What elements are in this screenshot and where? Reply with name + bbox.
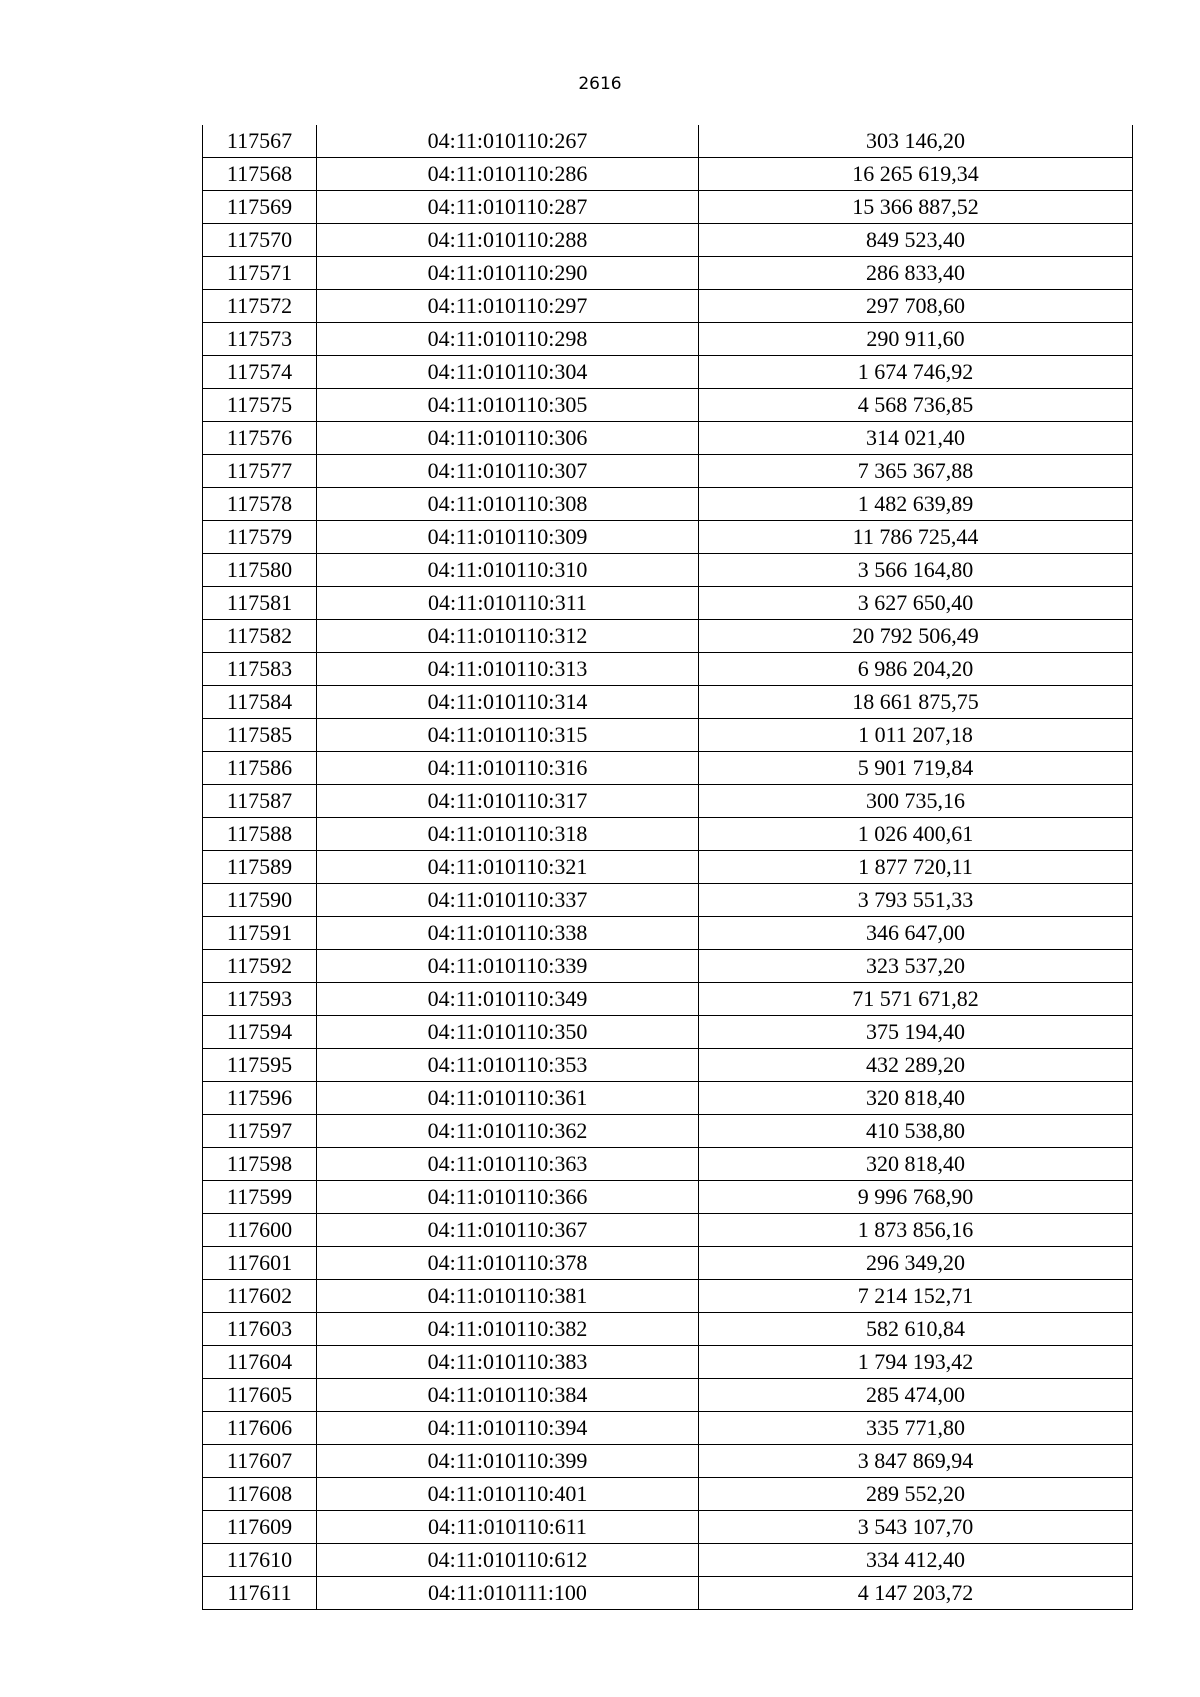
cadastral-number-cell: 04:11:010110:313 xyxy=(317,653,699,686)
row-number-cell: 117598 xyxy=(203,1148,317,1181)
cadastral-value-cell: 1 674 746,92 xyxy=(699,356,1133,389)
table-row xyxy=(203,686,1133,719)
table-row xyxy=(203,1445,1133,1478)
row-number-cell: 117600 xyxy=(203,1214,317,1247)
cadastral-value-cell: 320 818,40 xyxy=(699,1148,1133,1181)
cadastral-number-cell: 04:11:010110:378 xyxy=(317,1247,699,1280)
table-row xyxy=(203,422,1133,455)
table-row xyxy=(203,290,1133,323)
cadastral-value-cell: 4 147 203,72 xyxy=(699,1577,1133,1610)
cadastral-value-cell: 3 566 164,80 xyxy=(699,554,1133,587)
table-row xyxy=(203,1412,1133,1445)
table-row xyxy=(203,1313,1133,1346)
row-number-cell: 117596 xyxy=(203,1082,317,1115)
row-number-cell: 117567 xyxy=(203,125,317,158)
cadastral-value-cell: 4 568 736,85 xyxy=(699,389,1133,422)
cadastral-number-cell: 04:11:010110:298 xyxy=(317,323,699,356)
table-row xyxy=(203,1016,1133,1049)
table-row xyxy=(203,983,1133,1016)
row-number-cell: 117587 xyxy=(203,785,317,818)
cadastral-value-cell: 71 571 671,82 xyxy=(699,983,1133,1016)
cadastral-number-cell: 04:11:010110:353 xyxy=(317,1049,699,1082)
cadastral-value-cell: 1 794 193,42 xyxy=(699,1346,1133,1379)
table-row xyxy=(203,587,1133,620)
cadastral-number-cell: 04:11:010110:349 xyxy=(317,983,699,1016)
cadastral-number-cell: 04:11:010110:309 xyxy=(317,521,699,554)
row-number-cell: 117597 xyxy=(203,1115,317,1148)
row-number-cell: 117589 xyxy=(203,851,317,884)
page-number: 2616 xyxy=(578,74,622,94)
row-number-cell: 117586 xyxy=(203,752,317,785)
cadastral-value-cell: 16 265 619,34 xyxy=(699,158,1133,191)
row-number-cell: 117577 xyxy=(203,455,317,488)
row-number-cell: 117576 xyxy=(203,422,317,455)
cadastral-number-cell: 04:11:010110:366 xyxy=(317,1181,699,1214)
row-number-cell: 117590 xyxy=(203,884,317,917)
row-number-cell: 117602 xyxy=(203,1280,317,1313)
cadastral-number-cell: 04:11:010110:267 xyxy=(317,125,699,158)
cadastral-number-cell: 04:11:010110:316 xyxy=(317,752,699,785)
table-row xyxy=(203,488,1133,521)
table-body xyxy=(203,125,1133,1610)
cadastral-number-cell: 04:11:010110:318 xyxy=(317,818,699,851)
table-row xyxy=(203,1115,1133,1148)
row-number-cell: 117595 xyxy=(203,1049,317,1082)
row-number-cell: 117585 xyxy=(203,719,317,752)
cadastral-value-cell: 432 289,20 xyxy=(699,1049,1133,1082)
table-row xyxy=(203,1346,1133,1379)
row-number-cell: 117599 xyxy=(203,1181,317,1214)
row-number-cell: 117593 xyxy=(203,983,317,1016)
table-row xyxy=(203,257,1133,290)
row-number-cell: 117603 xyxy=(203,1313,317,1346)
cadastral-number-cell: 04:11:010110:383 xyxy=(317,1346,699,1379)
cadastral-number-cell: 04:11:010110:401 xyxy=(317,1478,699,1511)
table-row xyxy=(203,752,1133,785)
table-row xyxy=(203,323,1133,356)
table-row xyxy=(203,1148,1133,1181)
row-number-cell: 117580 xyxy=(203,554,317,587)
table-row xyxy=(203,389,1133,422)
table-row xyxy=(203,554,1133,587)
cadastral-number-cell: 04:11:010110:308 xyxy=(317,488,699,521)
cadastral-number-cell: 04:11:010110:315 xyxy=(317,719,699,752)
cadastral-number-cell: 04:11:010110:311 xyxy=(317,587,699,620)
table-row xyxy=(203,620,1133,653)
cadastral-value-cell: 1 011 207,18 xyxy=(699,719,1133,752)
cadastral-value-cell: 314 021,40 xyxy=(699,422,1133,455)
cadastral-value-cell: 6 986 204,20 xyxy=(699,653,1133,686)
cadastral-value-cell: 320 818,40 xyxy=(699,1082,1133,1115)
cadastral-value-table xyxy=(202,125,1133,1610)
cadastral-number-cell: 04:11:010110:286 xyxy=(317,158,699,191)
cadastral-value-cell: 375 194,40 xyxy=(699,1016,1133,1049)
row-number-cell: 117609 xyxy=(203,1511,317,1544)
table-row xyxy=(203,653,1133,686)
cadastral-value-cell: 3 847 869,94 xyxy=(699,1445,1133,1478)
table-row xyxy=(203,1511,1133,1544)
cadastral-number-cell: 04:11:010110:363 xyxy=(317,1148,699,1181)
cadastral-value-cell: 297 708,60 xyxy=(699,290,1133,323)
row-number-cell: 117570 xyxy=(203,224,317,257)
cadastral-value-cell: 290 911,60 xyxy=(699,323,1133,356)
cadastral-number-cell: 04:11:010110:384 xyxy=(317,1379,699,1412)
table-row xyxy=(203,1577,1133,1610)
cadastral-number-cell: 04:11:010110:394 xyxy=(317,1412,699,1445)
table-row xyxy=(203,719,1133,752)
table-row xyxy=(203,191,1133,224)
table-row xyxy=(203,1214,1133,1247)
row-number-cell: 117594 xyxy=(203,1016,317,1049)
cadastral-number-cell: 04:11:010110:310 xyxy=(317,554,699,587)
table-row xyxy=(203,1280,1133,1313)
cadastral-number-cell: 04:11:010110:306 xyxy=(317,422,699,455)
row-number-cell: 117611 xyxy=(203,1577,317,1610)
cadastral-value-cell: 20 792 506,49 xyxy=(699,620,1133,653)
row-number-cell: 117572 xyxy=(203,290,317,323)
row-number-cell: 117588 xyxy=(203,818,317,851)
table-row xyxy=(203,917,1133,950)
row-number-cell: 117607 xyxy=(203,1445,317,1478)
cadastral-number-cell: 04:11:010110:381 xyxy=(317,1280,699,1313)
cadastral-value-cell: 300 735,16 xyxy=(699,785,1133,818)
cadastral-number-cell: 04:11:010110:304 xyxy=(317,356,699,389)
cadastral-value-cell: 7 365 367,88 xyxy=(699,455,1133,488)
cadastral-value-cell: 296 349,20 xyxy=(699,1247,1133,1280)
cadastral-value-cell: 582 610,84 xyxy=(699,1313,1133,1346)
row-number-cell: 117568 xyxy=(203,158,317,191)
row-number-cell: 117604 xyxy=(203,1346,317,1379)
cadastral-value-cell: 1 877 720,11 xyxy=(699,851,1133,884)
row-number-cell: 117601 xyxy=(203,1247,317,1280)
row-number-cell: 117571 xyxy=(203,257,317,290)
cadastral-number-cell: 04:11:010110:317 xyxy=(317,785,699,818)
cadastral-number-cell: 04:11:010110:339 xyxy=(317,950,699,983)
cadastral-number-cell: 04:11:010110:361 xyxy=(317,1082,699,1115)
cadastral-number-cell: 04:11:010110:297 xyxy=(317,290,699,323)
row-number-cell: 117579 xyxy=(203,521,317,554)
table-row xyxy=(203,818,1133,851)
cadastral-value-cell: 849 523,40 xyxy=(699,224,1133,257)
cadastral-number-cell: 04:11:010110:287 xyxy=(317,191,699,224)
cadastral-number-cell: 04:11:010110:307 xyxy=(317,455,699,488)
cadastral-number-cell: 04:11:010110:321 xyxy=(317,851,699,884)
row-number-cell: 117591 xyxy=(203,917,317,950)
cadastral-value-cell: 303 146,20 xyxy=(699,125,1133,158)
cadastral-number-cell: 04:11:010110:399 xyxy=(317,1445,699,1478)
table-row xyxy=(203,1181,1133,1214)
row-number-cell: 117574 xyxy=(203,356,317,389)
cadastral-value-cell: 285 474,00 xyxy=(699,1379,1133,1412)
cadastral-value-cell: 5 901 719,84 xyxy=(699,752,1133,785)
cadastral-number-cell: 04:11:010110:350 xyxy=(317,1016,699,1049)
table-row xyxy=(203,884,1133,917)
row-number-cell: 117608 xyxy=(203,1478,317,1511)
cadastral-value-cell: 346 647,00 xyxy=(699,917,1133,950)
table-row xyxy=(203,1082,1133,1115)
cadastral-value-cell: 334 412,40 xyxy=(699,1544,1133,1577)
cadastral-number-cell: 04:11:010110:367 xyxy=(317,1214,699,1247)
cadastral-number-cell: 04:11:010110:382 xyxy=(317,1313,699,1346)
table-row xyxy=(203,1247,1133,1280)
cadastral-value-cell: 3 543 107,70 xyxy=(699,1511,1133,1544)
table-row xyxy=(203,1544,1133,1577)
cadastral-number-cell: 04:11:010110:288 xyxy=(317,224,699,257)
row-number-cell: 117575 xyxy=(203,389,317,422)
cadastral-value-cell: 1 026 400,61 xyxy=(699,818,1133,851)
cadastral-number-cell: 04:11:010111:100 xyxy=(317,1577,699,1610)
table-row xyxy=(203,158,1133,191)
cadastral-value-cell: 3 793 551,33 xyxy=(699,884,1133,917)
cadastral-value-cell: 289 552,20 xyxy=(699,1478,1133,1511)
cadastral-number-cell: 04:11:010110:312 xyxy=(317,620,699,653)
cadastral-value-cell: 3 627 650,40 xyxy=(699,587,1133,620)
cadastral-value-cell: 11 786 725,44 xyxy=(699,521,1133,554)
table-row xyxy=(203,1478,1133,1511)
table-row xyxy=(203,224,1133,257)
cadastral-number-cell: 04:11:010110:305 xyxy=(317,389,699,422)
row-number-cell: 117592 xyxy=(203,950,317,983)
row-number-cell: 117581 xyxy=(203,587,317,620)
cadastral-number-cell: 04:11:010110:290 xyxy=(317,257,699,290)
row-number-cell: 117582 xyxy=(203,620,317,653)
table-row xyxy=(203,356,1133,389)
cadastral-number-cell: 04:11:010110:337 xyxy=(317,884,699,917)
cadastral-value-cell: 335 771,80 xyxy=(699,1412,1133,1445)
cadastral-number-cell: 04:11:010110:362 xyxy=(317,1115,699,1148)
row-number-cell: 117578 xyxy=(203,488,317,521)
table-row xyxy=(203,1379,1133,1412)
cadastral-value-cell: 286 833,40 xyxy=(699,257,1133,290)
cadastral-value-cell: 7 214 152,71 xyxy=(699,1280,1133,1313)
row-number-cell: 117584 xyxy=(203,686,317,719)
row-number-cell: 117610 xyxy=(203,1544,317,1577)
table-row xyxy=(203,1049,1133,1082)
row-number-cell: 117606 xyxy=(203,1412,317,1445)
cadastral-value-cell: 1 482 639,89 xyxy=(699,488,1133,521)
table-row xyxy=(203,785,1133,818)
cadastral-number-cell: 04:11:010110:314 xyxy=(317,686,699,719)
cadastral-number-cell: 04:11:010110:612 xyxy=(317,1544,699,1577)
table-row xyxy=(203,125,1133,158)
row-number-cell: 117573 xyxy=(203,323,317,356)
cadastral-value-cell: 1 873 856,16 xyxy=(699,1214,1133,1247)
cadastral-value-cell: 18 661 875,75 xyxy=(699,686,1133,719)
cadastral-value-cell: 15 366 887,52 xyxy=(699,191,1133,224)
cadastral-value-cell: 323 537,20 xyxy=(699,950,1133,983)
cadastral-value-cell: 410 538,80 xyxy=(699,1115,1133,1148)
cadastral-number-cell: 04:11:010110:611 xyxy=(317,1511,699,1544)
cadastral-value-cell: 9 996 768,90 xyxy=(699,1181,1133,1214)
row-number-cell: 117605 xyxy=(203,1379,317,1412)
table-row xyxy=(203,455,1133,488)
table-row xyxy=(203,521,1133,554)
cadastral-number-cell: 04:11:010110:338 xyxy=(317,917,699,950)
row-number-cell: 117583 xyxy=(203,653,317,686)
table-row xyxy=(203,950,1133,983)
row-number-cell: 117569 xyxy=(203,191,317,224)
table-row xyxy=(203,851,1133,884)
